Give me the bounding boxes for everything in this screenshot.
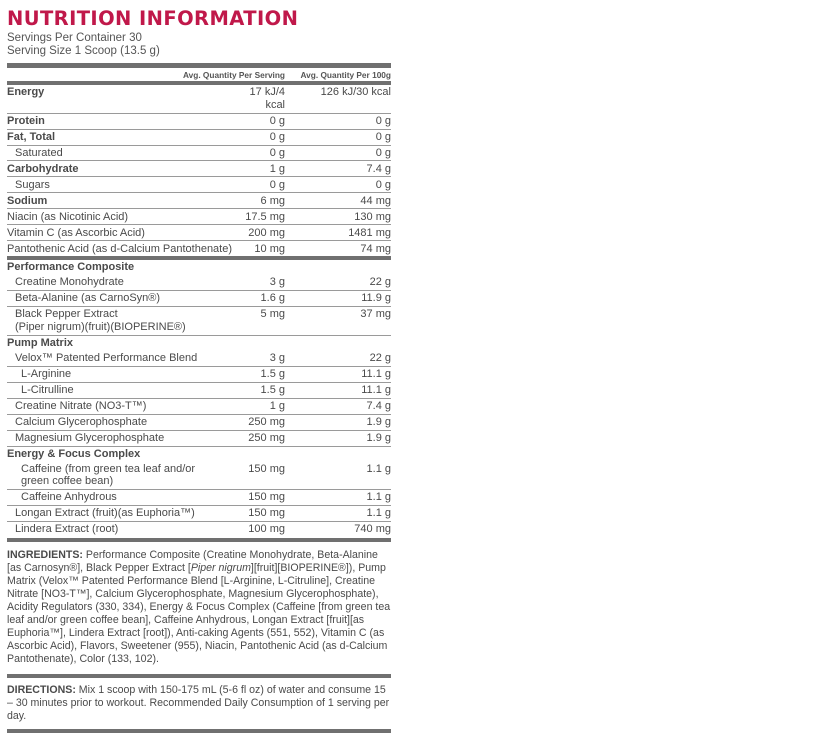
nutrition-panel: [7, 6, 391, 733]
table-row: [7, 85, 391, 114]
table-row: [7, 161, 391, 177]
per-serving-value: 17 kJ/4 kcal: [249, 86, 285, 111]
per-serving-value: 5 mg: [260, 308, 285, 321]
nutrient-name: Fat, Total: [7, 130, 56, 143]
ingredients-text-b: ][fruit][BIOPERINE®]), Pump Matrix (Velox™ Patented Performance Blend [L-Arginine, L-Citruline], Creatine Nitrate [NO3-T™], Calcium Glycerophosphate, Magnesium Glycerophosphate), Acidity Regulators (330, 334), Energy & Focus Complex (Caffeine [from green tea leaf and/or green coffee bean], Caffeine Anhydrous, Longan Extract [fruit][as Euphoria™], Lindera Extract [root]), Anti-caking Agents (551, 552), Vitamin C (as Ascorbic Acid), Flavors, Sweetener (955), Niacin, Pantothenic Acid (as d-Calcium Pantothenate), Color (133, 102).: [7, 561, 391, 665]
nutrient-name: Velox™ Patented Performance Blend: [15, 351, 198, 364]
per-100g-value: 130 mg: [354, 210, 391, 223]
per-100g-value: 1.1 g: [366, 491, 391, 504]
per-serving-value: 1 g: [269, 399, 285, 412]
per-100g-value: 22 g: [369, 276, 391, 289]
nutrient-name: Energy: [7, 86, 45, 99]
col-per-serving: Avg. Quantity Per Serving: [182, 69, 285, 80]
group-heading: [7, 446, 391, 462]
per-100g-value: 11.1 g: [361, 383, 391, 396]
table-row: [7, 241, 391, 256]
per-serving-value: 3 g: [269, 351, 285, 364]
group-heading: [7, 260, 391, 275]
per-100g-value: 22 g: [369, 351, 391, 364]
per-100g-value: 74 mg: [360, 242, 391, 255]
table-row: [7, 383, 391, 399]
nutrient-name: Caffeine (from green tea leaf and/or green coffee bean): [21, 462, 196, 488]
table-row: [7, 225, 391, 241]
per-100g-value: 126 kJ/30 kcal: [320, 86, 391, 99]
divider: [7, 538, 391, 542]
nutrient-name: Niacin (as Nicotinic Acid): [7, 210, 129, 223]
servings-per-container: Servings Per Container 30: [7, 32, 142, 44]
nutrient-name: Lindera Extract (root): [15, 523, 119, 536]
per-100g-value: 37 mg: [360, 308, 391, 321]
per-100g-value: 1.9 g: [366, 431, 391, 444]
per-100g-value: 0 g: [375, 130, 391, 143]
per-serving-value: 250 mg: [248, 415, 285, 428]
directions-block: [7, 684, 391, 723]
ingredients-italic: Piper nigrum: [190, 561, 251, 574]
per-100g-value: 0 g: [375, 146, 391, 159]
table-row: [7, 307, 391, 335]
table-header: [7, 68, 391, 81]
group-title: Pump Matrix: [7, 336, 74, 349]
per-100g-value: 1481 mg: [348, 226, 391, 239]
per-100g-value: 11.9 g: [361, 292, 391, 305]
table-row: [7, 506, 391, 522]
per-100g-value: 1.1 g: [366, 462, 391, 475]
nutrient-name: Pantothenic Acid (as d-Calcium Pantothenate): [7, 242, 233, 255]
per-100g-value: 1.1 g: [366, 507, 391, 520]
directions-text: Mix 1 scoop with 150-175 mL (5-6 fl oz) of water and consume 15 – 30 minutes prior to workout. Recommended Daily Consumption of 1 serving per day.: [7, 683, 390, 722]
nutrient-name: Calcium Glycerophosphate: [15, 415, 148, 428]
divider: [7, 729, 391, 733]
per-serving-value: 150 mg: [248, 507, 285, 520]
serving-size: Serving Size 1 Scoop (13.5 g): [7, 45, 160, 57]
table-row: [7, 462, 391, 491]
group-heading: [7, 335, 391, 351]
per-100g-value: 7.4 g: [366, 162, 391, 175]
table-row: [7, 351, 391, 367]
per-serving-value: 1 g: [269, 162, 285, 175]
table-row: [7, 291, 391, 307]
per-serving-value: 0 g: [269, 178, 285, 191]
per-serving-value: 1.5 g: [260, 383, 285, 396]
table-row: [7, 415, 391, 431]
per-serving-value: 1.5 g: [260, 367, 285, 380]
nutrient-name: Creatine Monohydrate: [15, 276, 124, 289]
group-title: Performance Composite: [7, 261, 135, 274]
per-serving-value: 0 g: [269, 146, 285, 159]
table-row: [7, 209, 391, 225]
per-serving-value: 150 mg: [248, 462, 285, 475]
table-row: [7, 114, 391, 130]
nutrient-name: Black Pepper Extract (Piper nigrum)(fruit)(BIOPERINE®): [15, 308, 186, 333]
per-serving-value: 17.5 mg: [245, 210, 285, 223]
nutrient-name: Vitamin C (as Ascorbic Acid): [7, 226, 145, 239]
nutrient-name: Magnesium Glycerophosphate: [15, 431, 165, 444]
table-row: [7, 146, 391, 162]
table-row: [7, 193, 391, 209]
table-row: [7, 522, 391, 537]
nutrient-name: Beta-Alanine (as CarnoSyn®): [15, 292, 161, 305]
table-row: [7, 367, 391, 383]
nutrient-name: Caffeine Anhydrous: [21, 491, 117, 504]
per-100g-value: 11.1 g: [361, 367, 391, 380]
col-per-100g: Avg. Quantity Per 100g: [300, 69, 391, 80]
table-row: [7, 130, 391, 146]
per-serving-value: 250 mg: [248, 431, 285, 444]
per-100g-value: 1.9 g: [366, 415, 391, 428]
per-serving-value: 150 mg: [248, 491, 285, 504]
directions-label: DIRECTIONS:: [7, 683, 76, 696]
per-100g-value: 7.4 g: [366, 399, 391, 412]
nutrient-name: Saturated: [15, 146, 63, 159]
nutrient-name: Protein: [7, 114, 45, 127]
nutrient-name: Sugars: [15, 178, 50, 191]
per-100g-value: 0 g: [375, 114, 391, 127]
per-serving-value: 100 mg: [248, 523, 285, 536]
nutrient-name: Sodium: [7, 194, 48, 207]
per-serving-value: 10 mg: [254, 242, 285, 255]
group-title: Energy & Focus Complex: [7, 447, 141, 460]
table-row: [7, 177, 391, 193]
ingredients-text-a: Performance Composite (Creatine Monohydrate, Beta-Alanine [as Carnosyn®], Black Pepper Extract [: [7, 548, 378, 574]
table-row: [7, 399, 391, 415]
nutrient-name: Creatine Nitrate (NO3-T™): [15, 399, 147, 412]
table-row: [7, 431, 391, 446]
nutrient-name: L-Citrulline: [21, 383, 74, 396]
per-serving-value: 6 mg: [260, 194, 285, 207]
per-100g-value: 44 mg: [360, 194, 391, 207]
per-serving-value: 1.6 g: [260, 292, 285, 305]
per-serving-value: 3 g: [269, 276, 285, 289]
per-serving-value: 200 mg: [248, 226, 285, 239]
nutrient-name: L-Arginine: [21, 367, 72, 380]
per-100g-value: 740 mg: [354, 523, 391, 536]
per-serving-value: 0 g: [269, 114, 285, 127]
table-row: [7, 490, 391, 506]
nutrient-table: [7, 85, 391, 256]
per-100g-value: 0 g: [375, 178, 391, 191]
nutrient-name: Longan Extract (fruit)(as Euphoria™): [15, 507, 195, 520]
divider: [7, 674, 391, 678]
page-title: NUTRITION INFORMATION: [7, 7, 299, 30]
per-serving-value: 0 g: [269, 130, 285, 143]
ingredients-label: INGREDIENTS:: [7, 548, 83, 561]
nutrient-name: Carbohydrate: [7, 162, 79, 175]
ingredients-block: [7, 549, 391, 666]
table-row: [7, 275, 391, 291]
composite-table: [7, 260, 391, 537]
